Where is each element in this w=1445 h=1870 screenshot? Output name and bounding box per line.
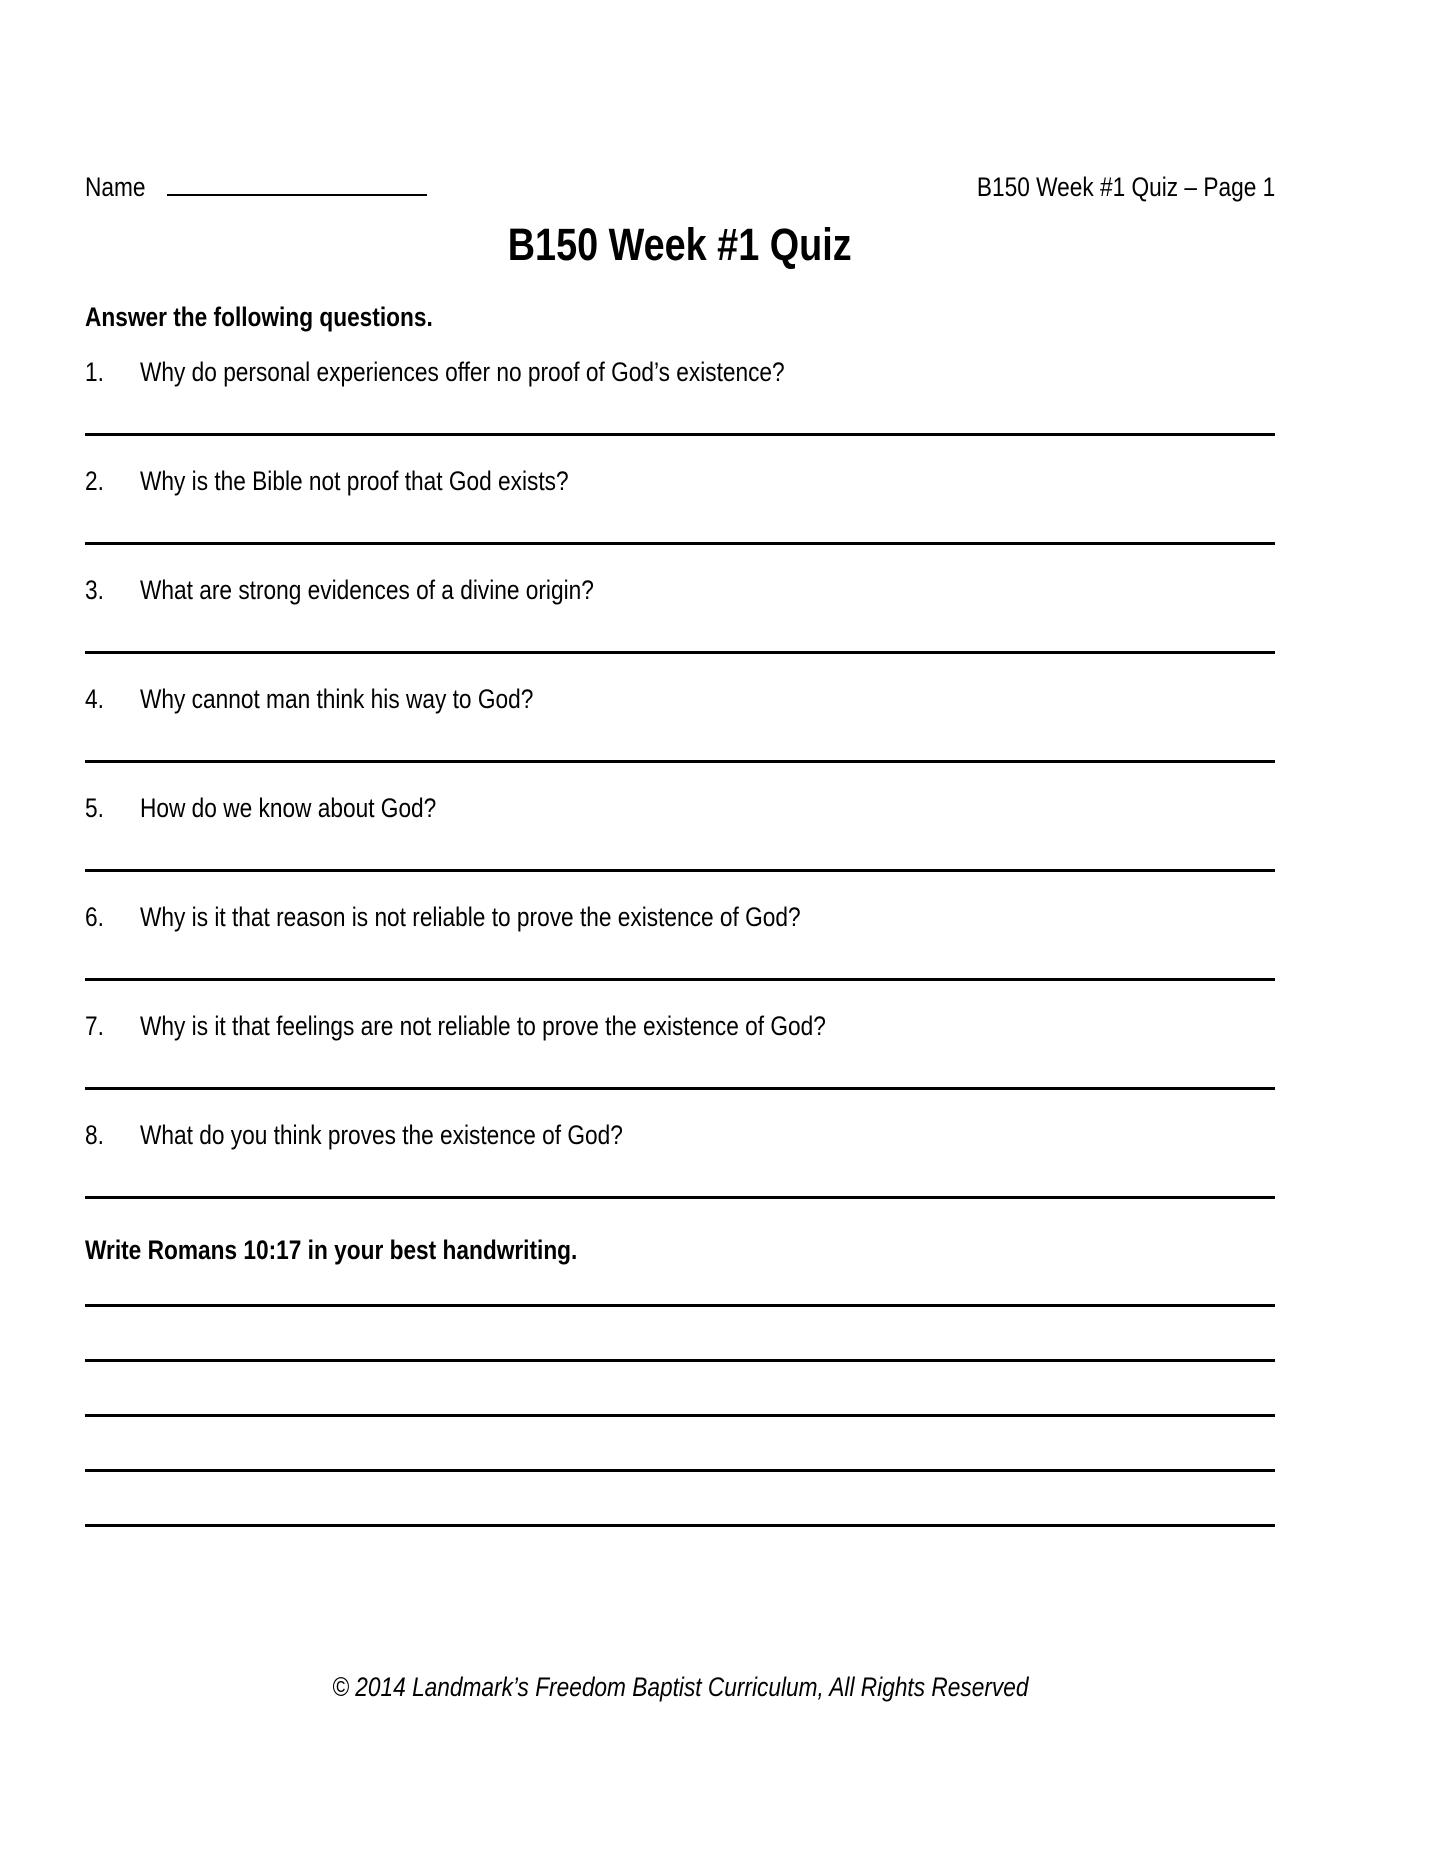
- page-title-text: B150 Week #1 Quiz: [508, 219, 852, 270]
- question-number: 2.: [85, 466, 104, 496]
- question-text: Why cannot man think his way to God?: [140, 684, 534, 714]
- question-item: [85, 1119, 1275, 1199]
- question-text: Why is the Bible not proof that God exists?: [140, 466, 569, 496]
- question-text: Why do personal experiences offer no proof of God’s existence?: [140, 357, 785, 387]
- question-row: [85, 1119, 1275, 1151]
- question-item: [85, 465, 1275, 545]
- question-item: [85, 683, 1275, 763]
- answer-line[interactable]: [85, 869, 1275, 872]
- question-number: 5.: [85, 793, 104, 823]
- question-list: [85, 356, 1275, 1199]
- question-item: [85, 356, 1275, 436]
- answer-line[interactable]: [85, 433, 1275, 436]
- question-item: [85, 574, 1275, 654]
- question-row: [85, 901, 1275, 933]
- name-blank-line[interactable]: [167, 170, 427, 196]
- question-number: 8.: [85, 1120, 104, 1150]
- footer-copyright: © 2014 Landmark’s Freedom Baptist Curriculum, All Rights Reserved: [331, 1672, 1029, 1702]
- answer-line[interactable]: [85, 978, 1275, 981]
- handwriting-line[interactable]: [85, 1359, 1275, 1362]
- answer-line[interactable]: [85, 1196, 1275, 1199]
- name-field: [85, 170, 427, 203]
- answer-line[interactable]: [85, 1087, 1275, 1090]
- question-row: [85, 574, 1275, 606]
- handwriting-line[interactable]: [85, 1469, 1275, 1472]
- handwriting-line[interactable]: [85, 1524, 1275, 1527]
- page-header: [85, 0, 1275, 203]
- name-label: Name: [85, 172, 146, 202]
- question-row: [85, 356, 1275, 388]
- question-row: [85, 1010, 1275, 1042]
- question-row: [85, 683, 1275, 715]
- handwriting-heading: Write Romans 10:17 in your best handwriting.: [85, 1235, 578, 1265]
- handwriting-line[interactable]: [85, 1414, 1275, 1417]
- header-page-label: B150 Week #1 Quiz – Page 1: [976, 172, 1275, 202]
- question-item: [85, 792, 1275, 872]
- footer: [85, 1671, 1275, 1703]
- answer-line[interactable]: [85, 760, 1275, 763]
- instructions-heading: Answer the following questions.: [85, 302, 433, 332]
- question-text: Why is it that reason is not reliable to prove the existence of God?: [140, 902, 801, 932]
- question-text: What are strong evidences of a divine origin?: [140, 575, 594, 605]
- question-number: 6.: [85, 902, 104, 932]
- answer-line[interactable]: [85, 542, 1275, 545]
- answer-line[interactable]: [85, 651, 1275, 654]
- handwriting-lines: [85, 1304, 1275, 1527]
- question-item: [85, 1010, 1275, 1090]
- question-number: 3.: [85, 575, 104, 605]
- question-text: How do we know about God?: [140, 793, 437, 823]
- question-text: Why is it that feelings are not reliable to prove the existence of God?: [140, 1011, 826, 1041]
- page-title: [85, 219, 1275, 271]
- question-number: 7.: [85, 1011, 104, 1041]
- question-row: [85, 465, 1275, 497]
- question-item: [85, 901, 1275, 981]
- question-text: What do you think proves the existence of God?: [140, 1120, 623, 1150]
- question-number: 4.: [85, 684, 104, 714]
- question-number: 1.: [85, 357, 104, 387]
- question-row: [85, 792, 1275, 824]
- handwriting-line[interactable]: [85, 1304, 1275, 1307]
